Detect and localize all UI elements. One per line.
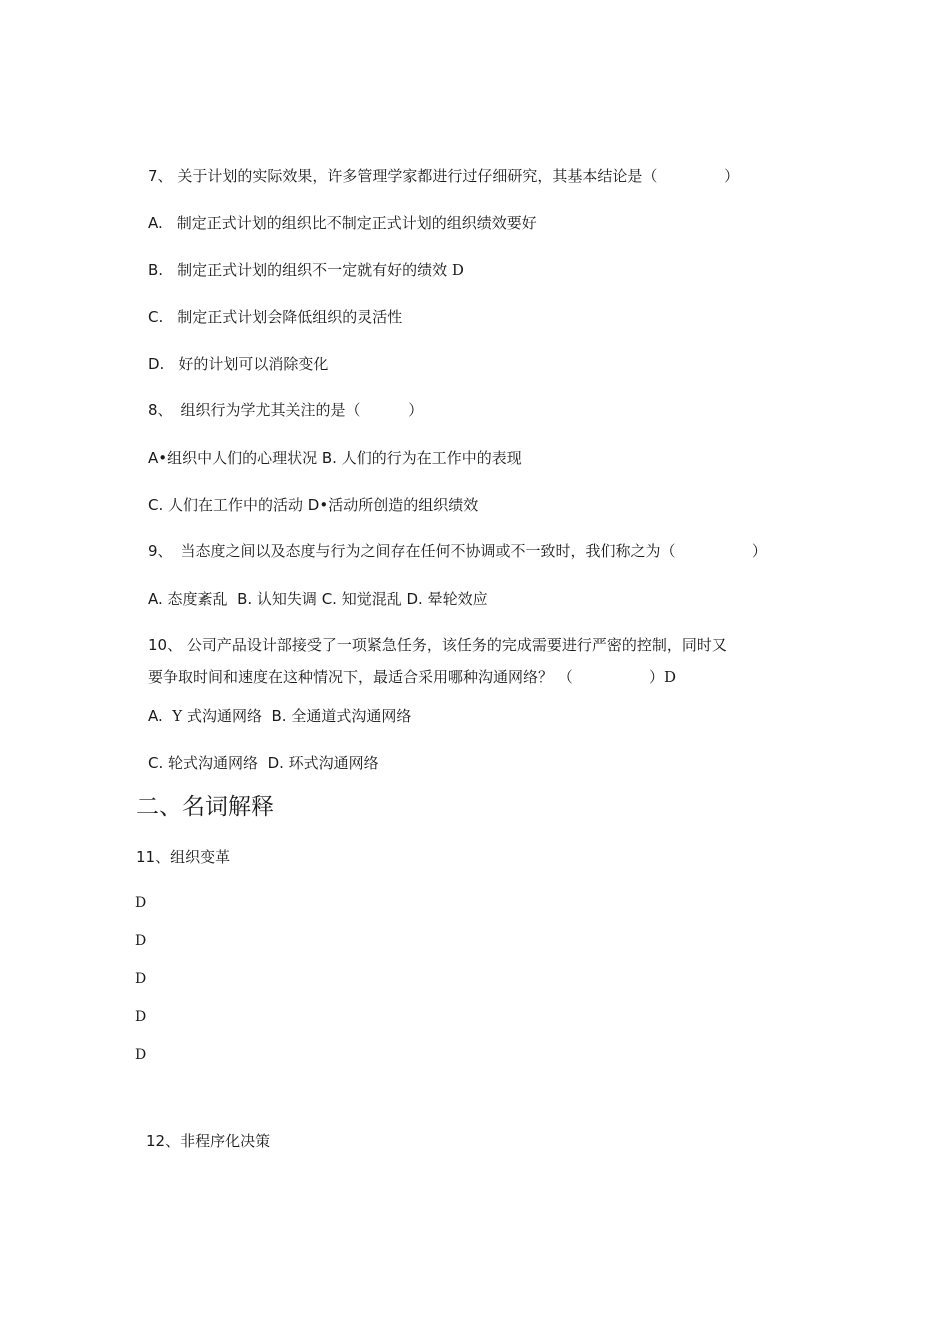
option-text: 活动所创造的组织绩效 <box>328 496 479 514</box>
option-label: A. <box>148 214 163 232</box>
option-text: 好的计划可以消除变化 <box>178 355 329 373</box>
option-label: A• <box>148 449 168 467</box>
question-text: 组织行为学尤其关注的是（ ） <box>180 401 424 419</box>
question-number: 8、 <box>148 401 173 419</box>
option-label: B. <box>321 449 337 467</box>
question-text: 、非程序化决策 <box>165 1132 271 1150</box>
question-11 <box>136 847 230 867</box>
option-label: D• <box>307 496 329 514</box>
option-text: 轮式沟通网络 <box>163 754 268 772</box>
question-number: 7、 <box>148 167 173 185</box>
question-8-options-line-1 <box>148 448 522 468</box>
option-label: C. <box>148 496 164 514</box>
option-text: 制定正式计划会降低组织的灵活性 <box>177 308 403 326</box>
option-label: B. <box>148 261 164 279</box>
option-text: 晕轮效应 <box>422 590 488 608</box>
question-text: 、组织变革 <box>155 848 231 866</box>
option-text: 环式沟通网络 <box>283 754 379 772</box>
option-text: 知觉混乱 <box>336 590 407 608</box>
question-7-option-b <box>148 260 464 280</box>
option-label: A. <box>148 707 163 725</box>
option-label: B. <box>271 707 287 725</box>
question-number: 12 <box>146 1132 166 1150</box>
option-text: Y 式沟通网络 <box>162 707 272 725</box>
option-text: 全通道式沟通网络 <box>286 707 412 725</box>
question-9-options <box>148 589 488 609</box>
question-text: 关于计划的实际效果，许多管理学家都进行过仔细研究，其基本结论是（ ） <box>172 167 740 185</box>
option-label: D. <box>406 590 423 608</box>
question-number: 11 <box>136 848 156 866</box>
question-number: 9、 <box>148 542 173 560</box>
question-12 <box>146 1131 270 1151</box>
answer-mark: D <box>135 971 147 987</box>
question-text: 当态度之间以及态度与行为之间存在任何不协调或不一致时，我们称之为（ ） <box>180 542 767 560</box>
question-7-option-a <box>148 213 537 233</box>
answer-mark: D <box>135 1047 147 1063</box>
question-10-stem-line-1 <box>148 635 727 655</box>
option-label: C. <box>321 590 337 608</box>
option-text: 人们在工作中的活动 <box>163 496 308 514</box>
answer-mark: D <box>135 933 147 949</box>
question-text: 要争取时间和速度在这种情况下，最适合采用哪种沟通网络？ （ ）D <box>148 668 677 686</box>
option-label: A. <box>148 590 163 608</box>
question-8-stem <box>148 400 423 420</box>
option-label: C. <box>148 308 164 326</box>
option-label: C. <box>148 754 164 772</box>
question-number: 10、 <box>148 636 183 654</box>
option-label: B. <box>237 590 253 608</box>
option-label: D. <box>267 754 284 772</box>
answer-mark: D <box>135 895 147 911</box>
option-text: 制定正式计划的组织比不制定正式计划的组织绩效要好 <box>176 214 537 232</box>
option-text: 态度紊乱 <box>162 590 238 608</box>
question-7-option-d <box>148 354 328 374</box>
question-10-options-line-2 <box>148 753 379 773</box>
question-10-stem-line-2 <box>148 667 676 687</box>
question-8-options-line-2 <box>148 495 478 515</box>
question-text: 公司产品设计部接受了一项紧急任务，该任务的完成需要进行严密的控制，同时又 <box>182 636 727 654</box>
question-7-option-c <box>148 307 402 327</box>
option-text: 制定正式计划的组织不一定就有好的绩效 D <box>177 261 464 279</box>
option-label: D. <box>148 355 165 373</box>
question-9-stem <box>148 541 767 561</box>
section-heading: 二、名词解释 <box>136 794 274 820</box>
option-text: 认知失调 <box>252 590 322 608</box>
question-10-options-line-1 <box>148 706 411 726</box>
option-text: 人们的行为在工作中的表现 <box>336 449 522 467</box>
question-7-stem <box>148 166 739 186</box>
answer-mark: D <box>135 1009 147 1025</box>
option-text: 组织中人们的心理状况 <box>167 449 322 467</box>
